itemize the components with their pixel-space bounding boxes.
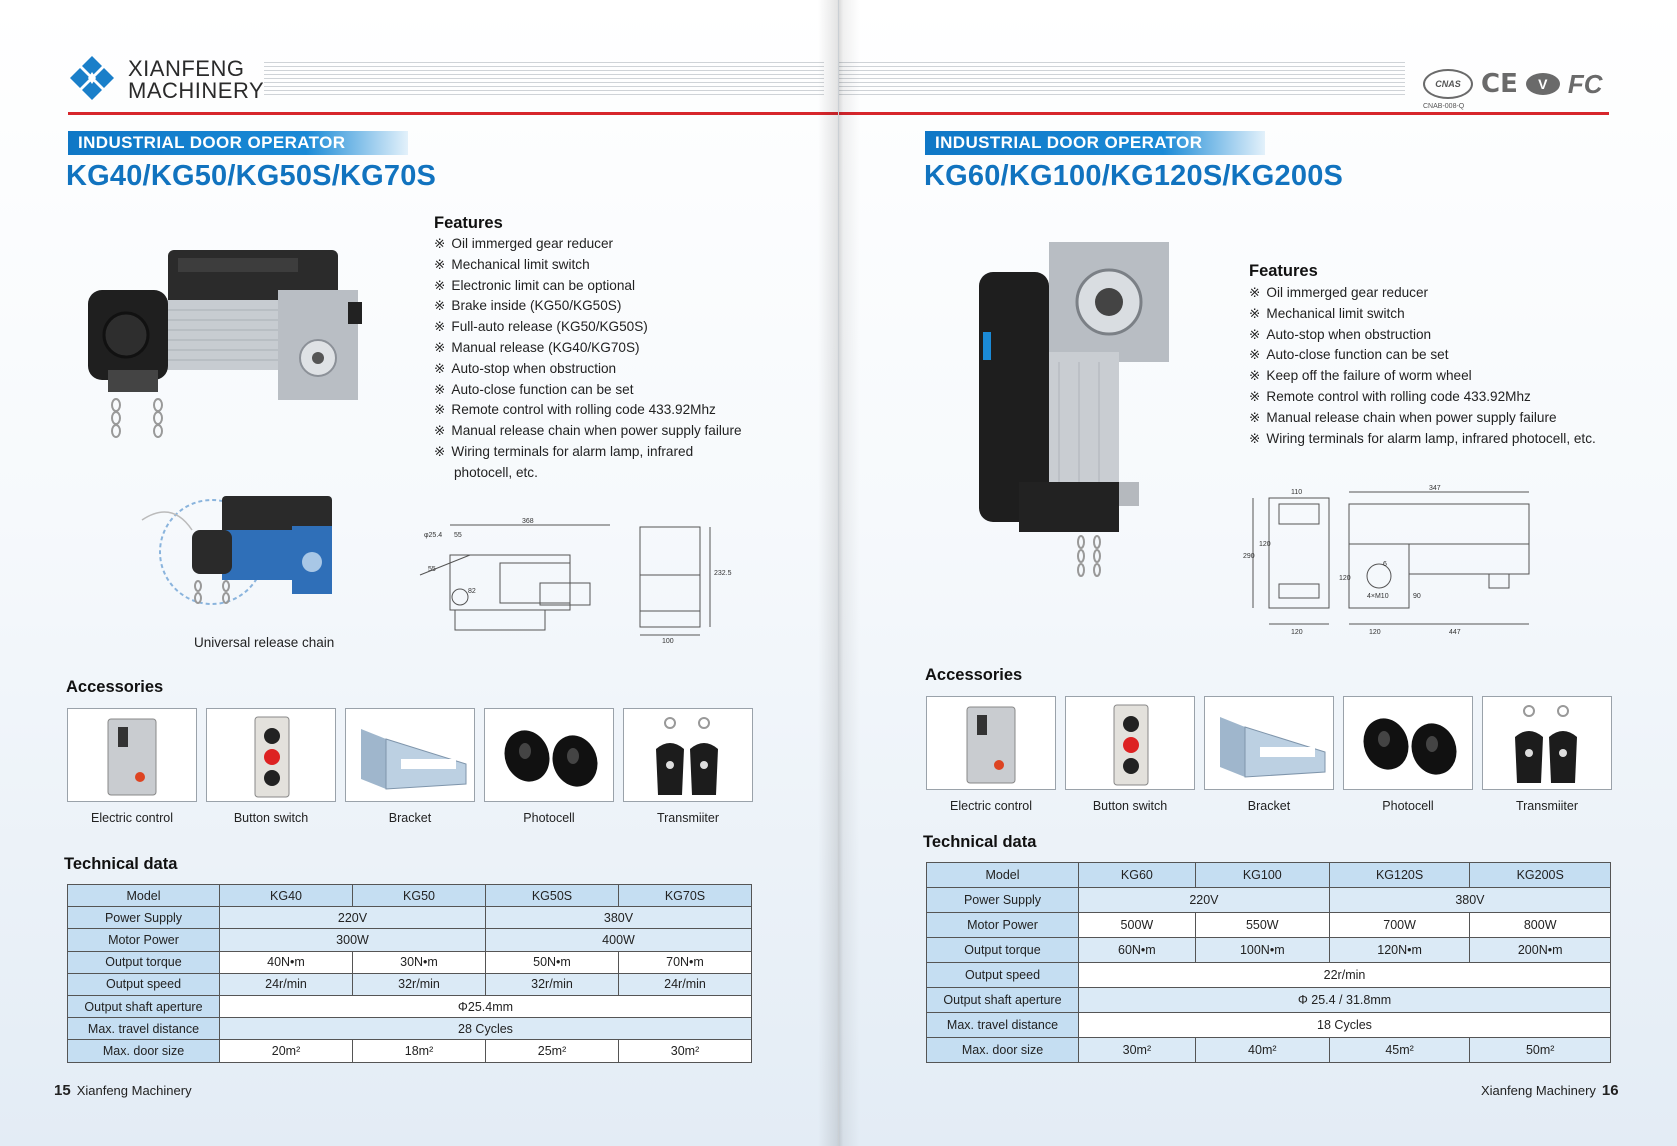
model-title: KG40/KG50/KG50S/KG70S bbox=[66, 160, 437, 192]
feature-item: ※ Keep off the failure of worm wheel bbox=[1249, 368, 1472, 384]
table-row: Output speed 22r/min bbox=[927, 963, 1611, 988]
cnas-code: CNAB-008-Q bbox=[1423, 103, 1465, 110]
dim-text: 120 bbox=[1259, 541, 1271, 548]
release-chain-image bbox=[132, 490, 352, 630]
accessory-bracket bbox=[1204, 696, 1334, 790]
dim-text: 4×M10 bbox=[1367, 593, 1389, 600]
dim-text: 232.5 bbox=[714, 570, 732, 577]
table-row: Power Supply 220V 380V bbox=[927, 888, 1611, 913]
table-row: Output torque 40N•m 30N•m 50N•m 70N•m bbox=[68, 951, 752, 973]
page-footer bbox=[1481, 1082, 1619, 1099]
accessory-transmitter bbox=[1482, 696, 1612, 790]
v-logo: V bbox=[1526, 73, 1560, 95]
table-row: Output torque 60N•m 100N•m 120N•m 200N•m bbox=[927, 938, 1611, 963]
fc-logo: FC bbox=[1567, 68, 1603, 99]
footer-company: Xianfeng Machinery bbox=[1481, 1083, 1596, 1098]
feature-item: ※ Auto-stop when obstruction bbox=[434, 360, 617, 376]
dim-text: 447 bbox=[1449, 629, 1461, 636]
feature-item: ※ Manual release chain when power supply failure bbox=[434, 423, 742, 439]
certification-logos bbox=[1423, 64, 1603, 110]
ce-logo: CE bbox=[1481, 69, 1518, 99]
feature-item: photocell, etc. bbox=[454, 464, 538, 480]
table-row: Max. travel distance 18 Cycles bbox=[927, 1013, 1611, 1038]
accessories-heading: Accessories bbox=[66, 678, 164, 696]
feature-item: ※ Auto-stop when obstruction bbox=[1249, 326, 1432, 342]
feature-item: ※ Auto-close function can be set bbox=[1249, 347, 1449, 363]
feature-item: ※ Brake inside (KG50/KG50S) bbox=[434, 298, 622, 314]
table-row: Output shaft aperture Φ25.4mm bbox=[68, 995, 752, 1017]
accessory-button-switch bbox=[1065, 696, 1195, 790]
feature-mark: ※ bbox=[1249, 388, 1261, 404]
dim-text: 55 bbox=[428, 566, 436, 573]
features-list bbox=[434, 234, 742, 484]
accessory-bracket bbox=[345, 708, 475, 802]
feature-mark: ※ bbox=[434, 339, 446, 355]
dim-text: 100 bbox=[662, 638, 674, 645]
feature-item: ※ Electronic limit can be optional bbox=[434, 277, 635, 293]
feature-mark: ※ bbox=[1249, 409, 1261, 425]
technical-data-table bbox=[67, 884, 752, 1063]
header-stripes bbox=[264, 62, 824, 96]
category-banner: INDUSTRIAL DOOR OPERATOR bbox=[925, 131, 1265, 155]
features-heading: Features bbox=[1249, 262, 1318, 280]
electric-control-icon bbox=[927, 697, 1057, 791]
feature-item: ※ Full-auto release (KG50/KG50S) bbox=[434, 319, 648, 335]
technical-data-heading: Technical data bbox=[64, 855, 178, 873]
feature-mark: ※ bbox=[1249, 285, 1261, 300]
dim-text: 347 bbox=[1429, 485, 1441, 492]
dim-text: 6 bbox=[1383, 561, 1387, 568]
feature-mark: ※ bbox=[434, 360, 446, 376]
model-title: KG60/KG100/KG120S/KG200S bbox=[924, 160, 1344, 192]
electric-control-icon bbox=[68, 709, 198, 803]
feature-mark: ※ bbox=[1249, 347, 1261, 363]
accessory-electric-control bbox=[67, 708, 197, 802]
table-row: Model KG40 KG50 KG50S KG70S bbox=[68, 885, 752, 907]
dim-text: 290 bbox=[1243, 553, 1255, 560]
accessory-label: Button switch bbox=[1092, 799, 1168, 813]
table-row: Max. door size 30m² 40m² 45m² 50m² bbox=[927, 1038, 1611, 1063]
dim-text: 110 bbox=[1291, 489, 1303, 496]
button-switch-icon bbox=[207, 709, 337, 803]
dim-text: 55 bbox=[454, 532, 462, 539]
accessory-label: Photocell bbox=[523, 811, 575, 825]
dimension-drawing-left bbox=[410, 515, 740, 645]
header-rule bbox=[68, 112, 838, 115]
feature-item: ※ Remote control with rolling code 433.92Mhz bbox=[1249, 388, 1531, 404]
feature-mark: ※ bbox=[434, 319, 446, 335]
feature-item: ※ Remote control with rolling code 433.92Mhz bbox=[434, 402, 716, 418]
accessory-label: Button switch bbox=[233, 811, 309, 825]
feature-item: ※ Oil immerged gear reducer bbox=[434, 236, 614, 251]
table-row: Motor Power 300W 400W bbox=[68, 929, 752, 951]
feature-mark: ※ bbox=[434, 423, 446, 439]
accessory-label: Bracket bbox=[388, 811, 432, 825]
accessory-photocell bbox=[484, 708, 614, 802]
technical-data-table bbox=[926, 862, 1611, 1063]
bracket-icon bbox=[1205, 697, 1335, 791]
bracket-icon bbox=[346, 709, 476, 803]
table-row: Max. door size 20m² 18m² 25m² 30m² bbox=[68, 1040, 752, 1062]
feature-item: ※ Auto-close function can be set bbox=[434, 381, 634, 397]
product-image-kg60 bbox=[969, 232, 1179, 592]
feature-mark: ※ bbox=[434, 236, 446, 251]
features-heading: Features bbox=[434, 214, 503, 232]
transmitter-icon bbox=[624, 709, 754, 803]
feature-mark: ※ bbox=[1249, 430, 1261, 446]
release-chain-caption: Universal release chain bbox=[194, 635, 335, 650]
brand-line1: XIANFENG bbox=[128, 56, 245, 81]
category-banner: INDUSTRIAL DOOR OPERATOR bbox=[68, 131, 408, 155]
dim-text: 368 bbox=[522, 518, 534, 525]
feature-mark: ※ bbox=[434, 443, 446, 459]
accessory-label: Transmiiter bbox=[1515, 799, 1579, 813]
photocell-icon bbox=[485, 709, 615, 803]
feature-mark: ※ bbox=[1249, 326, 1261, 342]
dim-text: 120 bbox=[1369, 629, 1381, 636]
dimension-drawing-right bbox=[1239, 484, 1619, 644]
feature-mark: ※ bbox=[1249, 368, 1261, 384]
brand-line2: MACHINERY bbox=[128, 78, 265, 103]
feature-mark: ※ bbox=[434, 256, 446, 272]
technical-data-heading: Technical data bbox=[923, 833, 1037, 851]
table-row: Output shaft aperture Φ 25.4 / 31.8mm bbox=[927, 988, 1611, 1013]
table-row: Output speed 24r/min 32r/min 32r/min 24r/min bbox=[68, 973, 752, 995]
feature-item: ※ Mechanical limit switch bbox=[1249, 305, 1405, 321]
feature-mark: ※ bbox=[434, 402, 446, 418]
table-row: Power Supply 220V 380V bbox=[68, 907, 752, 929]
accessory-button-switch bbox=[206, 708, 336, 802]
cnas-logo: CNAS bbox=[1423, 69, 1473, 99]
page-number: 16 bbox=[1601, 1082, 1619, 1099]
accessory-label: Transmiiter bbox=[656, 811, 720, 825]
dim-text: 82 bbox=[468, 588, 476, 595]
feature-item: ※ Manual release (KG40/KG70S) bbox=[434, 339, 640, 355]
feature-item: ※ Wiring terminals for alarm lamp, infrared bbox=[434, 443, 694, 459]
xianfeng-logo-icon bbox=[68, 54, 116, 106]
right-page bbox=[839, 0, 1677, 1146]
footer-company: Xianfeng Machinery bbox=[76, 1083, 192, 1098]
page-footer bbox=[54, 1082, 192, 1099]
accessory-transmitter bbox=[623, 708, 753, 802]
product-image-kg40 bbox=[78, 240, 378, 470]
header-rule bbox=[839, 112, 1609, 115]
photocell-icon bbox=[1344, 697, 1474, 791]
transmitter-icon bbox=[1483, 697, 1613, 791]
feature-mark: ※ bbox=[434, 381, 446, 397]
accessory-label: Photocell bbox=[1382, 799, 1434, 813]
feature-item: ※ Wiring terminals for alarm lamp, infrared photocell, etc. bbox=[1249, 430, 1596, 446]
feature-item: ※ Mechanical limit switch bbox=[434, 256, 590, 272]
feature-mark: ※ bbox=[434, 298, 446, 314]
feature-mark: ※ bbox=[434, 277, 446, 293]
dim-text: 120 bbox=[1291, 629, 1303, 636]
header-stripes bbox=[839, 62, 1405, 96]
accessory-label: Electric control bbox=[950, 799, 1032, 813]
table-row: Model KG60 KG100 KG120S KG200S bbox=[927, 863, 1611, 888]
brand-name bbox=[128, 58, 264, 102]
dim-text: 120 bbox=[1339, 575, 1351, 582]
left-page bbox=[0, 0, 838, 1146]
dim-text: 90 bbox=[1413, 593, 1421, 600]
features-list bbox=[1249, 283, 1596, 449]
feature-item: ※ Oil immerged gear reducer bbox=[1249, 285, 1429, 300]
accessory-label: Bracket bbox=[1247, 799, 1291, 813]
accessory-electric-control bbox=[926, 696, 1056, 790]
table-row: Max. travel distance 28 Cycles bbox=[68, 1018, 752, 1040]
accessories-heading: Accessories bbox=[925, 666, 1023, 684]
accessory-label: Electric control bbox=[91, 811, 173, 825]
button-switch-icon bbox=[1066, 697, 1196, 791]
feature-mark: ※ bbox=[1249, 305, 1261, 321]
dim-text: φ25.4 bbox=[424, 532, 443, 539]
page-number: 15 bbox=[54, 1082, 71, 1099]
table-row: Motor Power 500W 550W 700W 800W bbox=[927, 913, 1611, 938]
feature-item: ※ Manual release chain when power supply failure bbox=[1249, 409, 1557, 425]
accessory-photocell bbox=[1343, 696, 1473, 790]
